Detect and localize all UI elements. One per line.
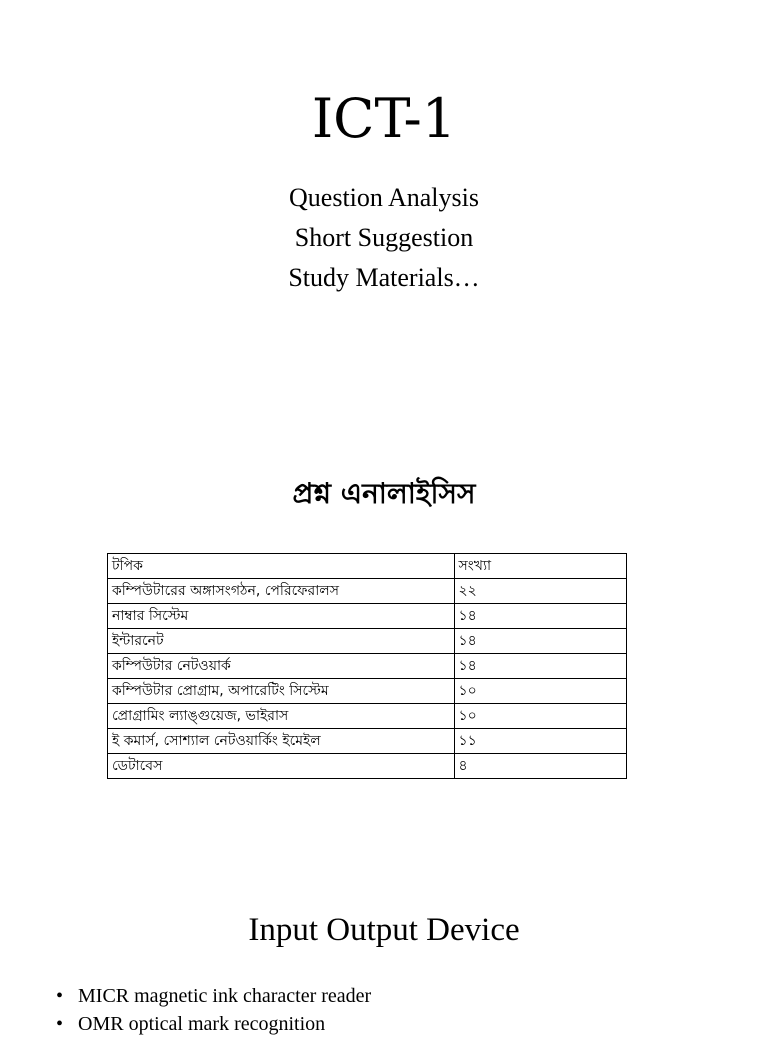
table-row xyxy=(108,579,627,604)
table-header-row xyxy=(108,554,627,579)
bullet-icon: • xyxy=(56,985,64,1007)
bullet-icon: • xyxy=(56,1013,64,1035)
topic-cell: কম্পিউটার প্রোগ্রাম, অপারেটিং সিস্টেম xyxy=(108,679,455,704)
header-count: সংখ্যা xyxy=(454,554,626,579)
topic-cell: প্রোগ্রামিং ল্যাঙ্গুয়েজ, ভাইরাস xyxy=(108,704,455,729)
question-analysis-heading: প্রশ্ন এনালাইসিস xyxy=(292,477,476,510)
section-title-input-output: Input Output Device xyxy=(248,912,520,948)
count-cell: ১০ xyxy=(454,679,626,704)
topic-cell: ডেটাবেস xyxy=(108,754,455,779)
table-row xyxy=(108,704,627,729)
topic-cell: ইন্টারনেট xyxy=(108,629,455,654)
device-bullet-list xyxy=(56,982,371,1038)
bullet-text: MICR magnetic ink character reader xyxy=(78,985,372,1007)
subtitle-study-materials: Study Materials… xyxy=(288,263,480,292)
table-row xyxy=(108,679,627,704)
topic-cell: কম্পিউটারের অঙ্গাসংগঠন, পেরিফেরালস xyxy=(108,579,455,604)
topic-cell: নাম্বার সিস্টেম xyxy=(108,604,455,629)
table-row xyxy=(108,729,627,754)
topic-cell: কম্পিউটার নেটওয়ার্ক xyxy=(108,654,455,679)
count-cell: ১৪ xyxy=(454,604,626,629)
count-cell: ১০ xyxy=(454,704,626,729)
table-row xyxy=(108,654,627,679)
bullet-text: OMR optical mark recognition xyxy=(78,1013,326,1035)
topic-count-table xyxy=(107,553,627,779)
count-cell: ১৪ xyxy=(454,629,626,654)
subtitle-short-suggestion: Short Suggestion xyxy=(294,223,474,252)
header-topic: টপিক xyxy=(108,554,455,579)
subtitle-list xyxy=(0,178,768,298)
count-cell: ১৪ xyxy=(454,654,626,679)
count-cell: ১১ xyxy=(454,729,626,754)
page-title: ICT-1 xyxy=(311,87,457,150)
table-row xyxy=(108,629,627,654)
list-item xyxy=(56,982,371,1010)
count-cell: ২২ xyxy=(454,579,626,604)
list-item xyxy=(56,1010,371,1038)
count-cell: ৪ xyxy=(454,754,626,779)
subtitle-question-analysis: Question Analysis xyxy=(289,183,479,212)
table-row xyxy=(108,754,627,779)
topic-cell: ই কমার্স, সোশ্যাল নেটওয়ার্কিং ইমেইল xyxy=(108,729,455,754)
table-row xyxy=(108,604,627,629)
